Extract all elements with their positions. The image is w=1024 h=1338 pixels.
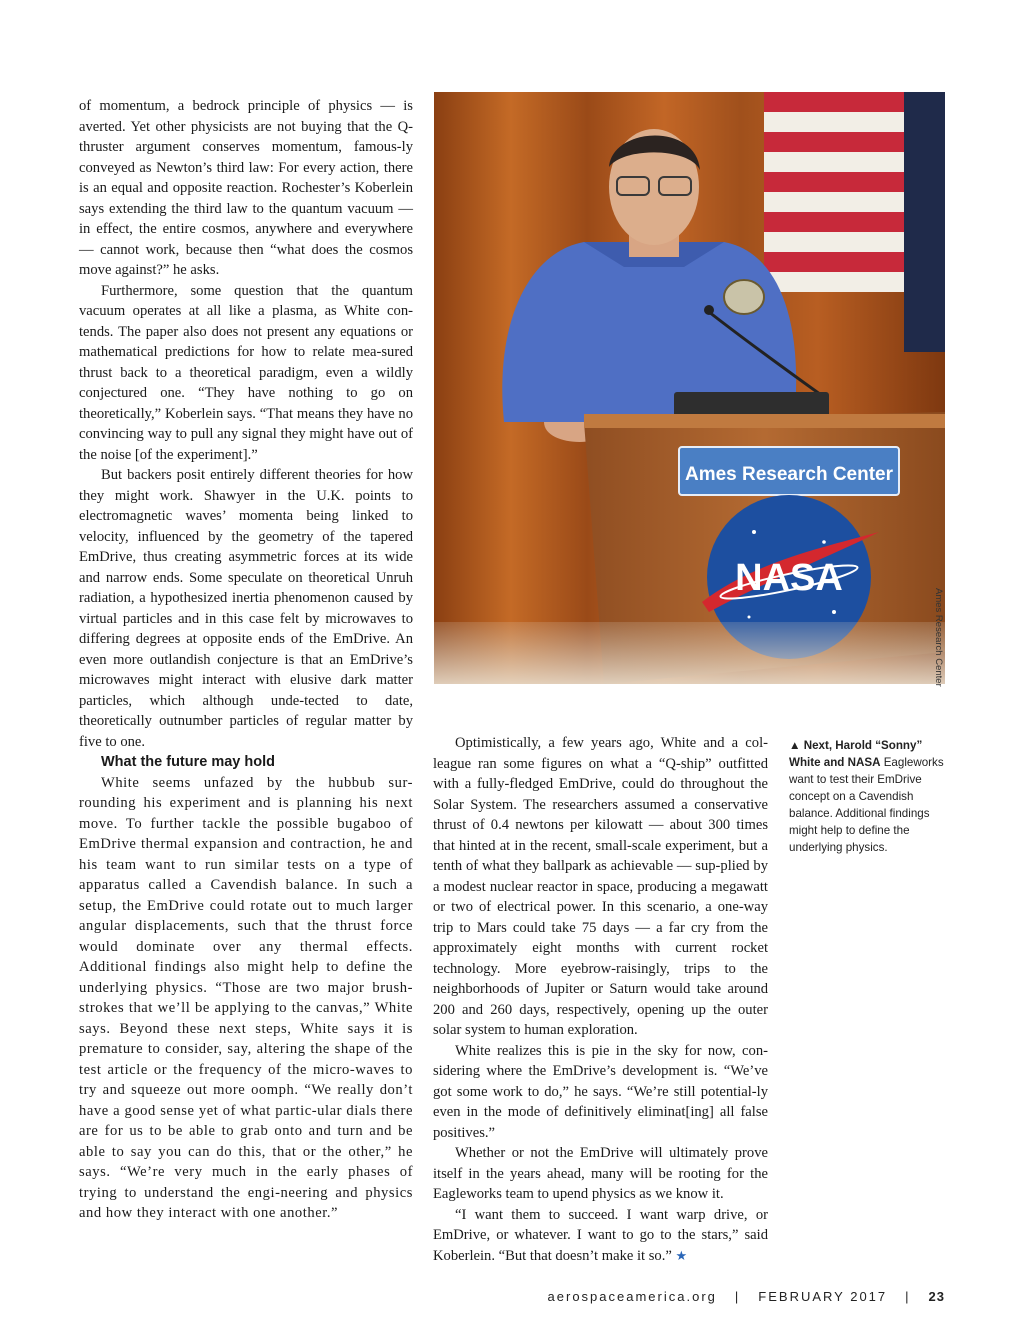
caption-arrow-icon: ▲ xyxy=(789,739,801,752)
section-heading: What the future may hold xyxy=(101,754,275,770)
page-footer xyxy=(520,1289,945,1304)
paragraph: White seems unfazed by the hubbub sur-rounding his experiment and is planning his next move. To further tackle the possible bugaboo of EmDrive thermal expansion and contraction, he and his team want to run similar tests on a type of apparatus called a Cavendish balance. In such a setup, the EmDrive could rotate out to much larger angular displacements, such that the thrust force would dominate over any thermal effects. Additional findings also might help to define the underlying physics. “Those are two major brush-strokes that we’ll be applying to the canvas,” White says. Beyond these next steps, White says it is premature to consider, say, altering the shape of the test article or the frequency of the micro-waves to try and squeeze out more oomph. “We really don’t have a good sense yet of what partic-ular dials there are for us to be able to grab onto and turn and be able to say you can do this, that or the other,” he says. “We’re very much in the early phases of trying to understand the engi-neering and physics and how they interact with one another.” xyxy=(79,774,413,1221)
footer-separator: | xyxy=(905,1289,911,1304)
podium-sign-text: Ames Research Center xyxy=(684,464,894,485)
paragraph: White realizes this is pie in the sky for now, con-sidering where the EmDrive’s development is. “We’ve got some work to do,” he says. “We’re still potential-ly even in the mode of definitively eliminat[ing] all false positives.” xyxy=(433,1042,768,1141)
paragraph: Optimistically, a few years ago, White and a col-league ran some figures on what a “Q-ship” outfitted with a fully-fledged EmDrive, could do throughout the Solar System. The researchers assumed a conservative thrust of 0.4 newtons per kilowatt — about 300 times that hinted at in the recent, small-scale experiment, but a tenth of what they ballpark as achievable — sup-plied by a modest nuclear reactor in space, producing a megawatt or two of electrical power. In this scenario, a one-way trip to Mars could take 75 days — a far cry from the approximately eight months with current rocket technology. More eyebrow-raisingly, trips to the neighborhoods of Jupiter or Saturn would take around 200 and 260 days, respectively, opening up the outer solar system to human exploration. xyxy=(433,735,768,1038)
audience-blur xyxy=(434,622,945,684)
photo-credit: Ames Research Center xyxy=(933,588,944,687)
photo-caption xyxy=(789,737,949,856)
footer-issue: FEBRUARY 2017 xyxy=(758,1289,888,1304)
caption-body: Eagleworks want to test their EmDrive concept on a Cavendish balance. Additional findings might help to define the underlying physics. xyxy=(789,756,944,854)
article-photo xyxy=(434,92,945,684)
article-column-left xyxy=(79,96,413,1224)
end-mark-star-icon: ★ xyxy=(675,1247,688,1263)
footer-site: aerospaceamerica.org xyxy=(547,1289,717,1304)
footer-separator: | xyxy=(734,1289,741,1304)
paragraph: Furthermore, some question that the quantum vacuum operates at all like a plasma, as White con-tends. The paper also does not present any equations or mathematical predictions for how to relate mea-sured thrust back to a theoretical paradigm, even a wildly conjectured one. “They have nothing to go on theoretically,” Koberlein says. “That means they have no convincing way to pull any signal they might have out of the noise [of the experiment].” xyxy=(79,282,413,463)
caption-heading: Next, Harold “Sonny” White and NASA xyxy=(789,739,923,769)
paragraph: Whether or not the EmDrive will ultimately prove itself in the years ahead, many will be rooting for the Eagleworks team to upend physics as we know it. xyxy=(433,1145,768,1202)
paragraph-text: “I want them to succeed. I want warp drive, or EmDrive, or whatever. I want to go to the stars,” said Koberlein. “But that doesn’t make it so.” xyxy=(433,1206,768,1264)
page-number: 23 xyxy=(928,1289,945,1304)
nasa-logo-text: NASA xyxy=(735,557,843,599)
paragraph xyxy=(433,1205,768,1267)
paragraph: But backers posit entirely different theories for how they might work. Shawyer in the U.K. points to electromagnetic waves’ momenta being linked to velocity, influenced by the geometry of the tapered EmDrive, thus creating asymmetric forces at its wide and narrow ends. Some speculate on theoretical Unruh radiation, a hypothesized inertia phenomenon caused by virtual particles and in this case felt by microwaves to differing degrees at opposite ends of the EmDrive. An even more outlandish conjecture is that an EmDrive’s microwaves might interact with elusive dark matter particles, which although unde-tected to date, theoretically outnumber particles of regular matter by five to one. xyxy=(79,467,413,750)
paragraph: of momentum, a bedrock principle of physics — is averted. Yet other physicists are not buying that the Q-thruster argument conserves momentum, famous-ly conveyed as Newton’s third law: For every action, there is an equal and opposite reaction. Rochester’s Koberlein says extending the third law to the quantum vacuum — in effect, the entire cosmos, anywhere and everywhere — cannot work, because then “what does the cosmos move against?” he asks. xyxy=(79,98,413,278)
article-column-middle xyxy=(433,733,768,1266)
